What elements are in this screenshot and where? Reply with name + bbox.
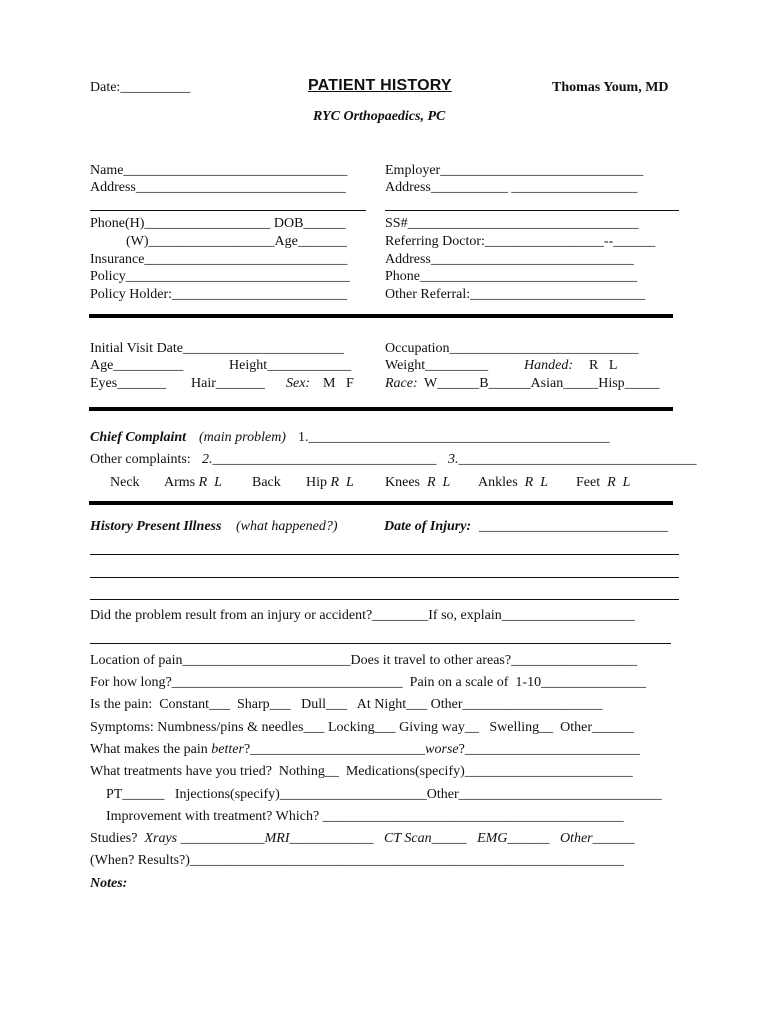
date-of-injury-label: Date of Injury:: [384, 519, 472, 534]
treatments-field[interactable]: What treatments have you tried? Nothing__ Medications(specify)________________________: [90, 764, 633, 779]
ssn-field[interactable]: SS#_________________________________: [385, 216, 639, 231]
hair-field[interactable]: Hair_______: [191, 376, 265, 391]
handed-options[interactable]: R L: [589, 358, 618, 373]
symptoms-field[interactable]: Symptoms: Numbness/pins & needles___ Locking___ Giving way__ Swelling__ Other______: [90, 720, 635, 735]
chief-complaint-hint: (main problem): [199, 430, 286, 445]
body-part-feet[interactable]: Feet R L: [576, 475, 631, 490]
notes-label: Notes:: [90, 876, 128, 891]
referrer-address-field[interactable]: Address_____________________________: [385, 252, 634, 267]
policy-field[interactable]: Policy________________________________: [90, 269, 350, 284]
pain-type-field[interactable]: Is the pain: Constant___ Sharp___ Dull___ At Night___ Other____________________: [90, 697, 603, 712]
date-of-injury-field[interactable]: ___________________________: [479, 519, 668, 534]
other-referral-field[interactable]: Other Referral:_________________________: [385, 287, 646, 302]
body-part-neck[interactable]: Neck: [110, 475, 140, 490]
other-complaints-label: Other complaints:: [90, 452, 191, 467]
phone-home-dob-field[interactable]: Phone(H)__________________ DOB______: [90, 216, 346, 231]
date-field[interactable]: Date:__________: [90, 80, 191, 95]
body-part-knees[interactable]: Knees R L: [385, 475, 451, 490]
injury-question-field[interactable]: Did the problem result from an injury or accident?________If so, explain___________________: [90, 608, 635, 623]
weight-field[interactable]: Weight_________: [385, 358, 489, 373]
chief-complaint-label: Chief Complaint: [90, 430, 187, 445]
improvement-field[interactable]: Improvement with treatment? Which? ___________________________________________: [106, 809, 624, 824]
hpi-hint: (what happened?): [236, 519, 338, 534]
hpi-line[interactable]: [90, 554, 679, 555]
eyes-field[interactable]: Eyes_______: [90, 376, 167, 391]
body-part-ankles[interactable]: Ankles R L: [478, 475, 549, 490]
initial-visit-date-field[interactable]: Initial Visit Date_______________________: [90, 341, 344, 356]
section-divider: [89, 407, 673, 411]
page-title: PATIENT HISTORY: [308, 77, 452, 94]
handed-label: Handed:: [524, 358, 573, 373]
address-continuation-line[interactable]: [90, 210, 366, 211]
body-part-arms[interactable]: Arms R L: [164, 475, 222, 490]
practice-name: RYC Orthopaedics, PC: [313, 109, 446, 124]
pain-better-worse-field[interactable]: What makes the pain better?_________________________worse?_________________________: [90, 742, 640, 757]
other-complaint-2-field[interactable]: 2.________________________________: [202, 452, 437, 467]
employer-address-field[interactable]: Address___________ __________________: [385, 180, 638, 195]
injury-explain-line[interactable]: [90, 643, 671, 644]
race-options[interactable]: W______B______Asian_____Hisp_____: [424, 376, 660, 391]
employer-address-continuation-line[interactable]: [385, 210, 679, 211]
hpi-line[interactable]: [90, 577, 679, 578]
phone-work-age-field[interactable]: (W)__________________Age_______: [126, 234, 347, 249]
age-field[interactable]: Age__________: [90, 358, 184, 373]
name-field[interactable]: Name________________________________: [90, 163, 348, 178]
referring-doctor-field[interactable]: Referring Doctor:_________________--______: [385, 234, 656, 249]
hpi-label: History Present Illness: [90, 519, 222, 534]
sex-options[interactable]: M F: [323, 376, 354, 391]
employer-field[interactable]: Employer_____________________________: [385, 163, 644, 178]
other-complaint-3-field[interactable]: 3.__________________________________: [448, 452, 697, 467]
race-label: Race:: [385, 376, 418, 391]
referrer-phone-field[interactable]: Phone_______________________________: [385, 269, 637, 284]
height-field[interactable]: Height____________: [229, 358, 352, 373]
chief-complaint-field[interactable]: 1.___________________________________________: [298, 430, 610, 445]
address-field[interactable]: Address______________________________: [90, 180, 346, 195]
body-part-hip[interactable]: Hip R L: [306, 475, 354, 490]
section-divider: [89, 501, 673, 505]
insurance-field[interactable]: Insurance_____________________________: [90, 252, 348, 267]
hpi-line[interactable]: [90, 599, 679, 600]
sex-label: Sex:: [286, 376, 311, 391]
when-results-field[interactable]: (When? Results?)______________________________________________________________: [90, 853, 624, 868]
pain-duration-field[interactable]: For how long?_________________________________ Pain on a scale of 1-10_______________: [90, 675, 647, 690]
studies-field[interactable]: Studies? Xrays ____________MRI____________ CT Scan_____ EMG______ Other______: [90, 831, 635, 846]
pain-location-field[interactable]: Location of pain________________________Does it travel to other areas?__________________: [90, 653, 638, 668]
doctor-name: Thomas Youm, MD: [552, 80, 669, 95]
occupation-field[interactable]: Occupation___________________________: [385, 341, 639, 356]
policy-holder-field[interactable]: Policy Holder:_________________________: [90, 287, 348, 302]
body-part-back[interactable]: Back: [252, 475, 281, 490]
section-divider: [89, 314, 673, 318]
pt-injections-field[interactable]: PT______ Injections(specify)_____________________Other_____________________________: [106, 787, 662, 802]
